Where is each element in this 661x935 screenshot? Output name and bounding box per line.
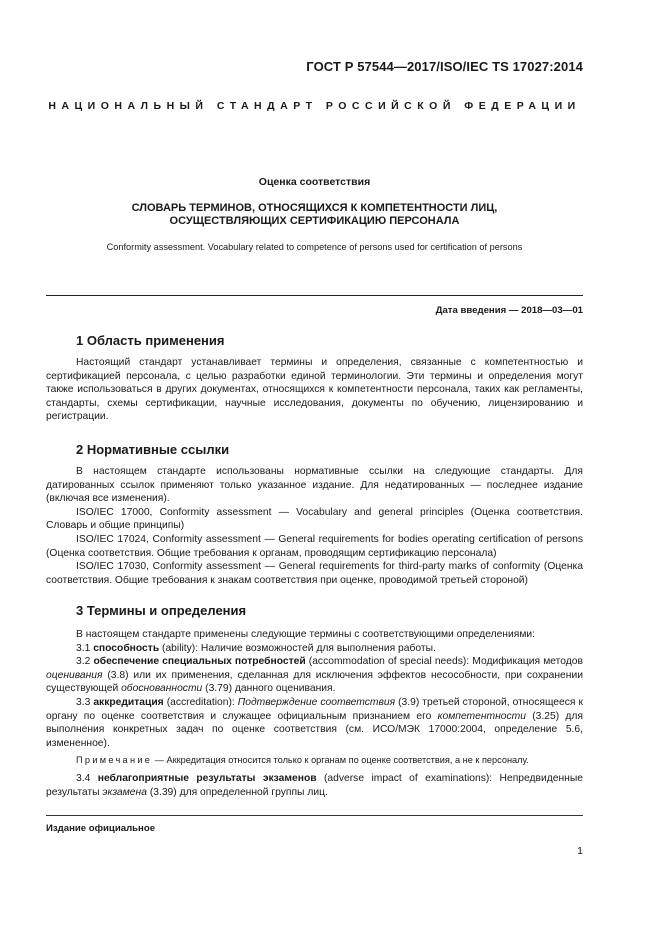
term-reference: экзамена <box>102 786 147 798</box>
term-number: 3.3 <box>76 696 91 708</box>
gost-code: ГОСТ Р 57544—2017/ISO/IEC TS 17027:2014 <box>306 59 583 74</box>
document-topic: Оценка соответствия <box>258 176 371 188</box>
term-definition: (3.8) или их применения, сделанная для исключения эффектов несособности, при сохранении существующей <box>46 669 583 695</box>
term-3-3 <box>46 696 583 750</box>
term-reference: Подтверждение соответствия <box>237 696 396 708</box>
section-2-body <box>46 465 583 587</box>
term-definition: (accommodation of special needs): Модификация методов <box>308 656 583 668</box>
term-name: аккредитация <box>93 696 164 708</box>
section-3-body <box>46 628 583 799</box>
term-definition: (adverse impact of examinations): Непредвиденные результаты <box>46 772 583 798</box>
section-1-heading: 1 Область применения <box>76 333 225 348</box>
page-number: 1 <box>577 845 583 857</box>
section-2-heading: 2 Нормативные ссылки <box>76 442 230 457</box>
title-line-2: ОСУЩЕСТВЛЯЮЩИХ СЕРТИФИКАЦИЮ ПЕРСОНАЛА <box>169 215 460 227</box>
term-definition: (3.79) данного оценивания. <box>205 683 336 695</box>
reference-iso-17000: ISO/IEC 17000, Conformity assessment — Vocabulary and general principles (Оценка соответствия. Словарь и общие принципы) <box>46 506 583 532</box>
footer-divider <box>46 815 583 816</box>
term-definition: (3.25) для выполнения конкретных задач по оценке соответствия (см. ИСО/МЭК 17000:2004, определение 5.6, измененное). <box>46 710 583 749</box>
national-standard-banner: НАЦИОНАЛЬНЫЙ СТАНДАРТ РОССИЙСКОЙ ФЕДЕРАЦИИ <box>48 100 581 112</box>
term-definition: (3.39) для определенной группы лиц. <box>149 786 328 798</box>
document-title <box>46 202 583 228</box>
term-number: 3.4 <box>76 772 91 784</box>
note-3-3 <box>46 754 583 768</box>
note-label: Примечание <box>76 755 153 766</box>
term-definition: (accreditation): <box>166 696 235 708</box>
term-3-1 <box>46 642 583 656</box>
term-number: 3.1 <box>76 642 91 654</box>
section-1-body <box>46 356 583 424</box>
introduction-date: Дата введения — 2018—03—01 <box>435 305 583 316</box>
term-reference: оценивания <box>46 669 103 681</box>
title-divider <box>46 295 583 296</box>
term-3-2 <box>46 655 583 696</box>
section-1-text: Настоящий стандарт устанавливает термины и определения, связанные с компетентностью и сертификацией персонала, с целью разработки единой терминологии. Эти термины и определения могут также использоваться в других документах, относящихся к компетентности персонала, таких как регламенты, стандарты, схемы сертификации, научные исследования, документы по обучению, лицензированию и регистрации. <box>46 357 583 423</box>
official-edition-label: Издание официальное <box>46 823 156 834</box>
reference-iso-17030: ISO/IEC 17030, Conformity assessment — General requirements for third-party marks of conformity (Оценка соответствия. Общие требования к знакам соответствия при оценке, проводимой третьей стороной) <box>46 561 583 586</box>
section-3-intro: В настоящем стандарте применены следующие термины с соответствующими определениями: <box>76 629 536 640</box>
note-text: — Аккредитация относится только к органам по оценке соответствия, а не к персоналу. <box>154 755 529 766</box>
section-3-heading: 3 Термины и определения <box>76 603 247 618</box>
english-title: Conformity assessment. Vocabulary related to competence of persons used for certification of persons <box>106 242 523 252</box>
term-3-4 <box>46 772 583 799</box>
term-name: обеспечение специальных потребностей <box>93 656 306 668</box>
term-reference: компетентности <box>437 710 526 722</box>
section-2-intro: В настоящем стандарте использованы нормативные ссылки на следующие стандарты. Для датированных ссылок применяют только указанное издание. Для недатированных — последнее издание (включая все изменения). <box>46 466 583 505</box>
term-name: способность <box>93 642 160 654</box>
term-reference: обоснованности <box>121 683 203 695</box>
title-line-1: СЛОВАРЬ ТЕРМИНОВ, ОТНОСЯЩИХСЯ К КОМПЕТЕНТНОСТИ ЛИЦ, <box>131 202 498 214</box>
term-number: 3.2 <box>76 656 91 668</box>
term-definition: (ability): Наличие возможностей для выполнения работы. <box>162 642 436 654</box>
reference-iso-17024: ISO/IEC 17024, Conformity assessment — General requirements for bodies operating certification of persons (Оценка соответствия. Общие требования к органам, проводящим сертификацию персонала) <box>46 533 583 559</box>
term-name: неблагоприятные результаты экзаменов <box>97 772 317 784</box>
term-definition: (3.9) третьей стороной, относящееся к органу по оценке соответствия и служащее официальным признанием его <box>46 696 583 722</box>
